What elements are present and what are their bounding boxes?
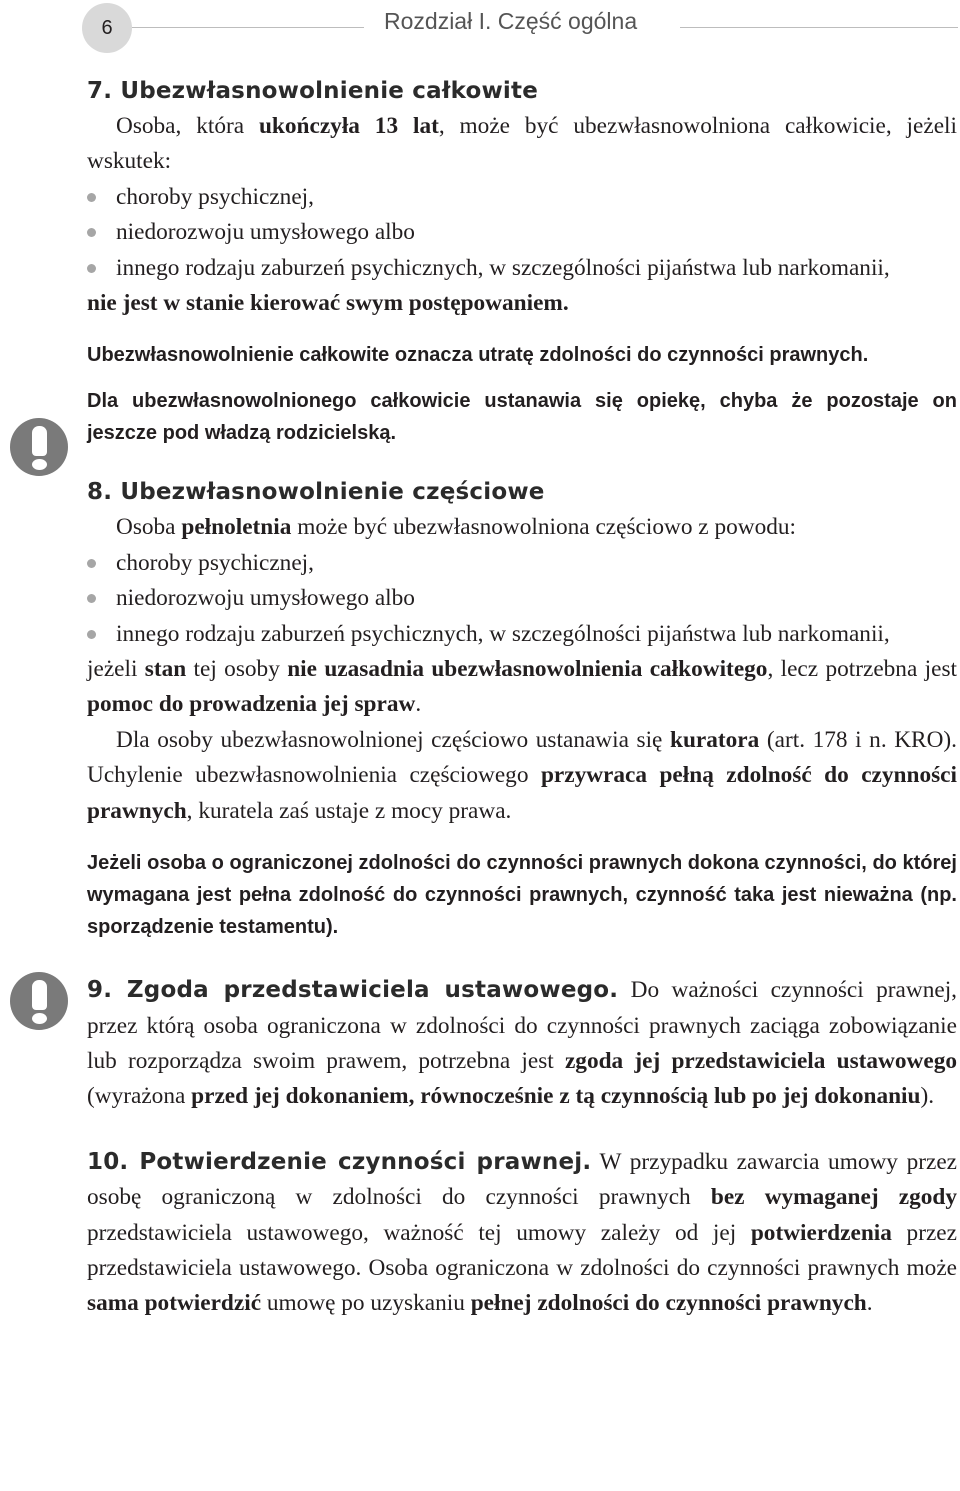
page-header — [0, 0, 960, 60]
paragraph: 10. Potwierdzenie czynności prawnej. W przypadku zawarcia umowy przez osobę ograniczoną w zdolności do czynności prawnych bez wymaganej zgody przedstawiciela ustawowego, ważność tej umowy zależy od jej potwierdzenia przez przedstawiciela ustawowego. Osoba ograniczona w zdolności do czynności prawnych może sama potwierdzić umowę po uzyskaniu pełnej zdolności do czynności prawnych. — [87, 1148, 957, 1317]
note-text: Ubezwłasnowolnienie całkowite oznacza utratę zdolności do czynności prawnych. — [87, 344, 869, 367]
list-item: niedorozwoju umysłowego albo — [87, 581, 957, 616]
paragraph: jeżeli stan tej osoby nie uzasadnia ubezwłasnowolnienia całkowitego, lecz potrzebna jest pomoc do prowadzenia jej spraw. — [87, 656, 957, 718]
section-intro: Osoba pełnoletnia może być ubezwłasnowolniona częściowo z powodu: — [116, 514, 797, 541]
header-rule-right — [680, 27, 958, 28]
section-heading: 7. Ubezwłasnowolnienie całkowite — [87, 78, 538, 104]
section-conclusion: nie jest w stanie kierować swym postępowaniem. — [87, 290, 569, 317]
paragraph: Dla osoby ubezwłasnowolnionej częściowo ustanawia się kuratora (art. 178 i n. KRO). Uchylenie ubezwłasnowolnienia częściowego przywraca pełną zdolność do czynności prawnych, kuratela zaś ustaje z mocy prawa. — [87, 726, 958, 824]
list-item: choroby psychicznej, — [87, 546, 957, 581]
exclamation-icon — [10, 418, 68, 476]
section-heading: 10. Potwierdzenie czynności prawnej. — [87, 1148, 592, 1175]
section-heading: 9. Zgoda przedstawiciela ustawowego. — [87, 977, 619, 1004]
note-text: Dla ubezwłasnowolnionego całkowicie ustanawia się opiekę, chyba że pozostaje on jeszcze pod władzą rodzicielską. — [87, 390, 957, 445]
note-text: Jeżeli osoba o ograniczonej zdolności do czynności prawnych dokona czynności, do której wymagana jest pełna zdolność do czynności prawnych, czynność taka jest nieważna (np. sporządzenie testamentu). — [87, 852, 957, 939]
bullet-list — [87, 180, 957, 286]
list-item: innego rodzaju zaburzeń psychicznych, w szczególności pijaństwa lub narkomanii, — [87, 617, 957, 652]
list-item: innego rodzaju zaburzeń psychicznych, w szczególności pijaństwa lub narkomanii, — [87, 251, 957, 286]
list-item: niedorozwoju umysłowego albo — [87, 215, 957, 250]
page-body — [87, 74, 957, 1322]
list-item: choroby psychicznej, — [87, 180, 957, 215]
exclamation-icon — [10, 972, 68, 1030]
section-7 — [87, 74, 957, 449]
section-heading: 8. Ubezwłasnowolnienie częściowe — [87, 479, 545, 506]
running-title: Rozdział I. Część ogólna — [384, 8, 638, 34]
header-rule-left — [132, 27, 364, 28]
section-8 — [87, 475, 957, 943]
section-10 — [87, 1145, 957, 1322]
section-intro: Osoba, która ukończyła 13 lat, może być ubezwłasnowolniona całkowicie, jeżeli wskutek: — [87, 113, 957, 175]
bullet-list — [87, 546, 957, 652]
section-9 — [87, 973, 957, 1115]
page-number: 6 — [82, 3, 132, 53]
paragraph: 9. Zgoda przedstawiciela ustawowego. Do ważności czynności prawnej, przez którą osoba ograniczona w zdolności do czynności prawnych zaciąga zobowiązanie lub rozporządza swoim prawem, potrzebna jest zgoda jej przedstawiciela ustawowego (wyrażona przed jej dokonaniem, równocześnie z tą czynnością lub po jej dokonaniu). — [87, 977, 957, 1110]
